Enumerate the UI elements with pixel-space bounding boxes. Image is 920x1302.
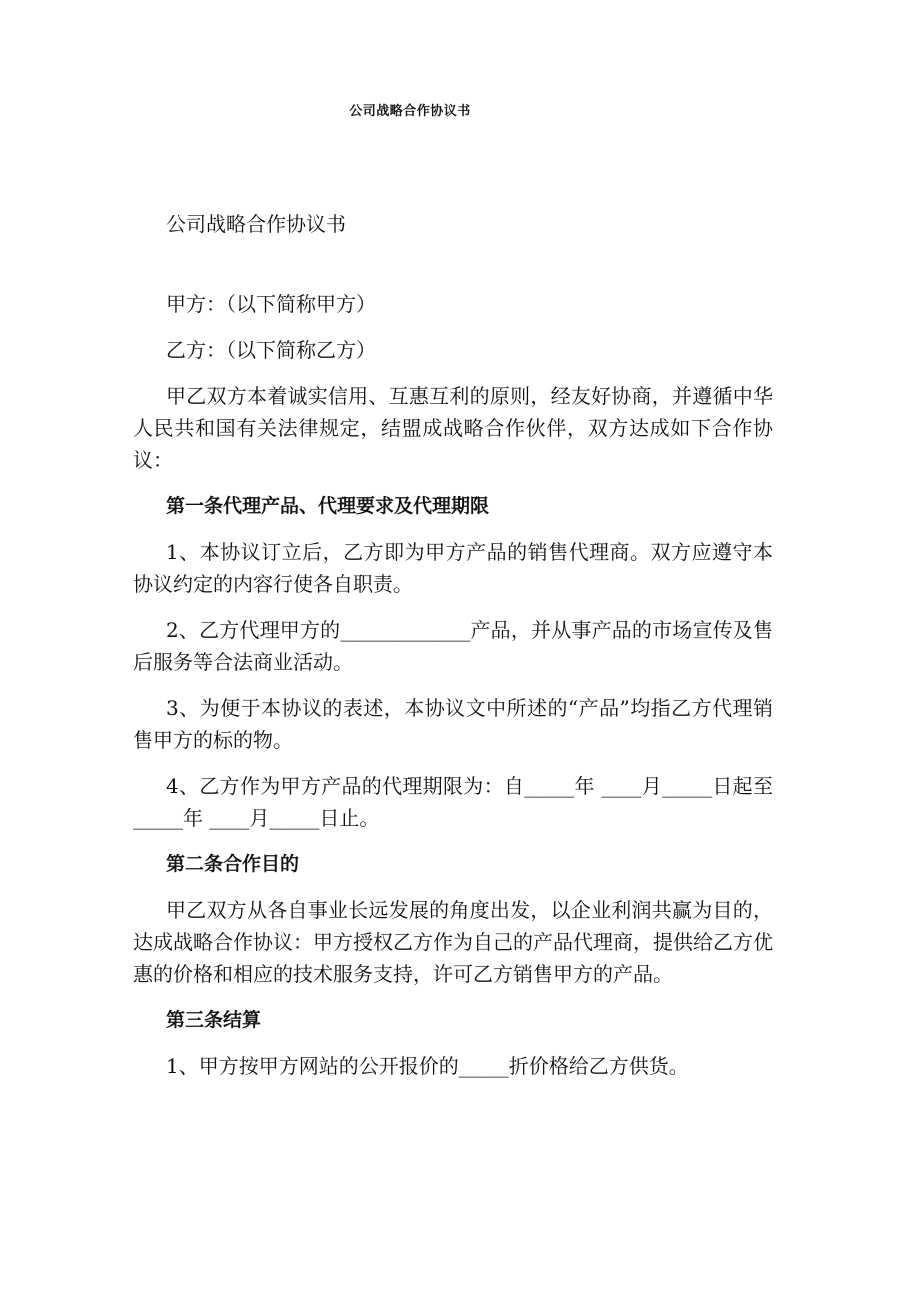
party-b-line: 乙方：（以下简称乙方） <box>166 338 376 362</box>
document-title: 公司战略合作协议书 <box>166 212 346 236</box>
article-1-heading: 第一条代理产品、代理要求及代理期限 <box>166 495 490 517</box>
document-body <box>133 208 773 1096</box>
article-3-item-1: 1、甲方按甲方网站的公开报价的_____折价格给乙方供货。 <box>166 1054 689 1078</box>
article-1-item-3: 3、为便于本协议的表述，本协议文中所述的“产品”均指乙方代理销售甲方的标的物。 <box>133 696 773 752</box>
preamble-paragraph: 甲乙双方本着诚实信用、互惠互利的原则，经友好协商，并遵循中华人民共和国有关法律规定，结盟成战略合作伙伴，双方达成如下合作协议： <box>133 384 773 472</box>
page-header-title: 公司战略合作协议书 <box>349 104 471 119</box>
article-1-item-2: 2、乙方代理甲方的_____________产品，并从事产品的市场宣传及售后服务等合法商业活动。 <box>133 618 773 674</box>
article-1-item-1: 1、本协议订立后，乙方即为甲方产品的销售代理商。双方应遵守本协议约定的内容行使各自职责。 <box>133 540 773 596</box>
article-2-heading: 第二条合作目的 <box>166 853 300 875</box>
article-3-heading: 第三条结算 <box>166 1009 262 1031</box>
article-1-item-4: 4、乙方作为甲方产品的代理期限为：自_____年 ____月_____日起至_____年 ____月_____日止。 <box>133 774 773 830</box>
party-a-line: 甲方：（以下简称甲方） <box>166 292 376 316</box>
article-2-paragraph: 甲乙双方从各自事业长远发展的角度出发，以企业利润共赢为目的，达成战略合作协议：甲方授权乙方作为自己的产品代理商，提供给乙方优惠的价格和相应的技术服务支持，许可乙方销售甲方的产品。 <box>133 898 773 986</box>
